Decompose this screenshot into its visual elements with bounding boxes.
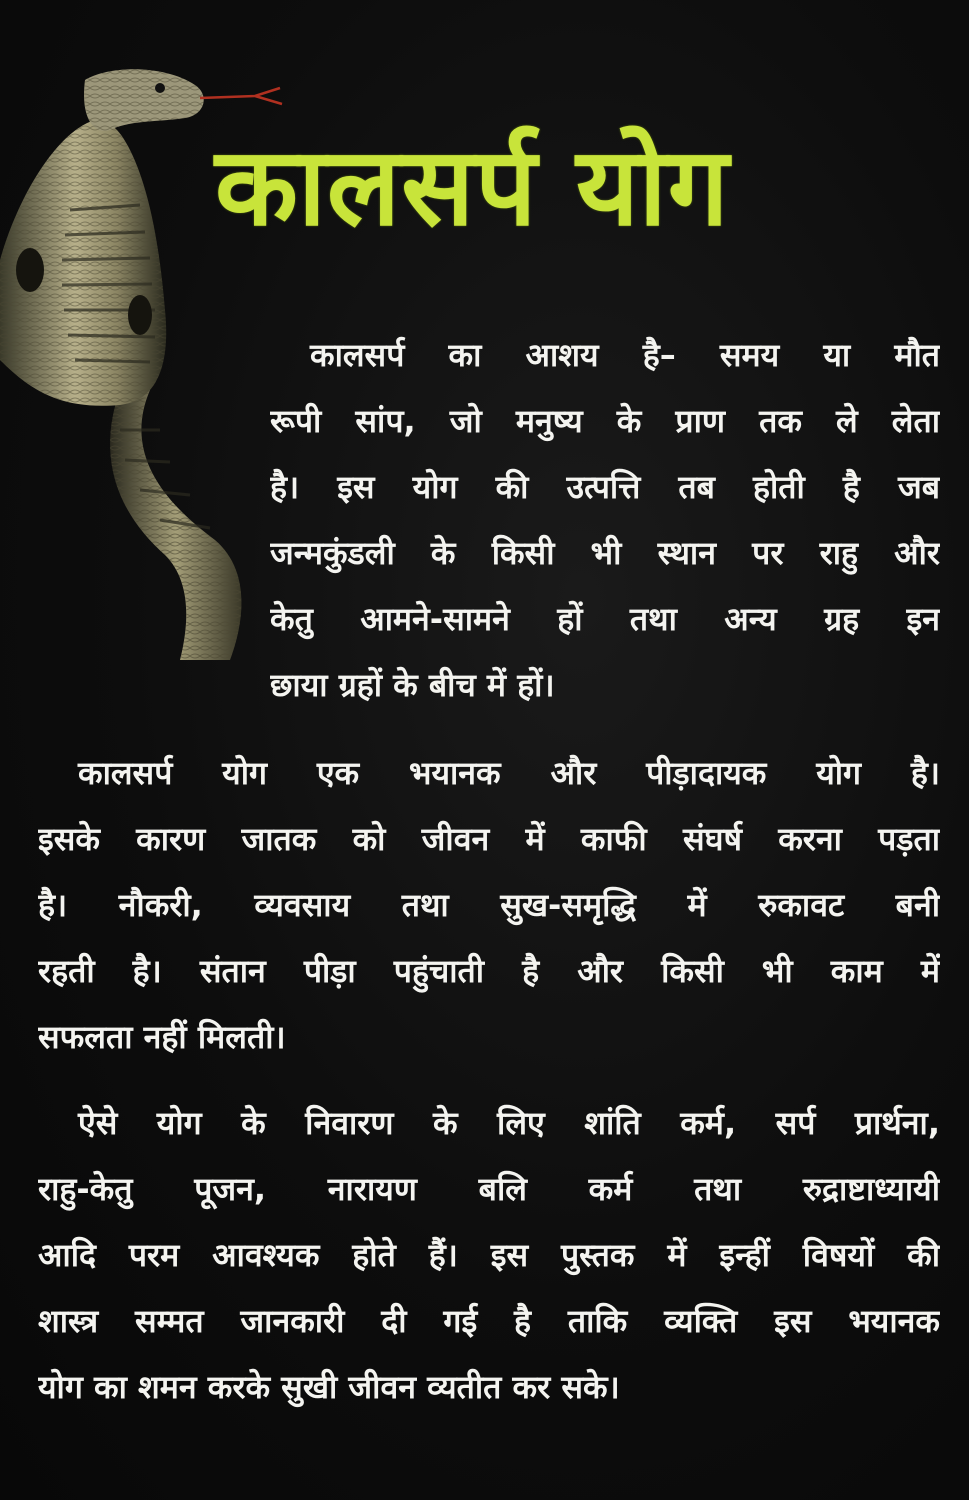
paragraph-line: कालसर्प योग एक भयानक और पीड़ादायक योग है। (78, 754, 940, 792)
paragraph-line: आदि परम आवश्यक होते हैं। इस पुस्तक में इन्हीं विषयों की (38, 1236, 940, 1274)
paragraph-line: है। नौकरी, व्यवसाय तथा सुख-समृद्धि में रुकावट बनी (38, 886, 940, 924)
paragraph-line: ऐसे योग के निवारण के लिए शांति कर्म, सर्प प्रार्थना, (78, 1104, 940, 1142)
paragraph-1 (270, 322, 940, 718)
paragraph-3 (38, 1090, 940, 1420)
paragraph-line: जन्मकुंडली के किसी भी स्थान पर राहु और (270, 534, 940, 572)
paragraph-line: रहती है। संतान पीड़ा पहुंचाती है और किसी भी काम में (38, 952, 940, 990)
paragraph-2 (38, 740, 940, 1070)
book-title: कालसर्प योग (215, 125, 730, 250)
paragraph-line: शास्त्र सम्मत जानकारी दी गई है ताकि व्यक्ति इस भयानक (38, 1302, 940, 1340)
paragraph-line: इसके कारण जातक को जीवन में काफी संघर्ष करना पड़ता (38, 820, 940, 858)
paragraph-line: राहु-केतु पूजन, नारायण बलि कर्म तथा रुद्राष्टाध्यायी (38, 1170, 940, 1208)
paragraph-line: सफलता नहीं मिलती। (38, 1018, 286, 1056)
paragraph-line: कालसर्प का आशय है– समय या मौत (310, 336, 940, 374)
paragraph-line: योग का शमन करके सुखी जीवन व्यतीत कर सके। (38, 1368, 620, 1406)
paragraph-line: रूपी सांप, जो मनुष्य के प्राण तक ले लेता (270, 402, 940, 440)
paragraph-line: छाया ग्रहों के बीच में हों। (270, 666, 555, 704)
paragraph-line: केतु आमने-सामने हों तथा अन्य ग्रह इन (270, 600, 940, 638)
paragraph-line: है। इस योग की उत्पत्ति तब होती है जब (270, 468, 940, 506)
